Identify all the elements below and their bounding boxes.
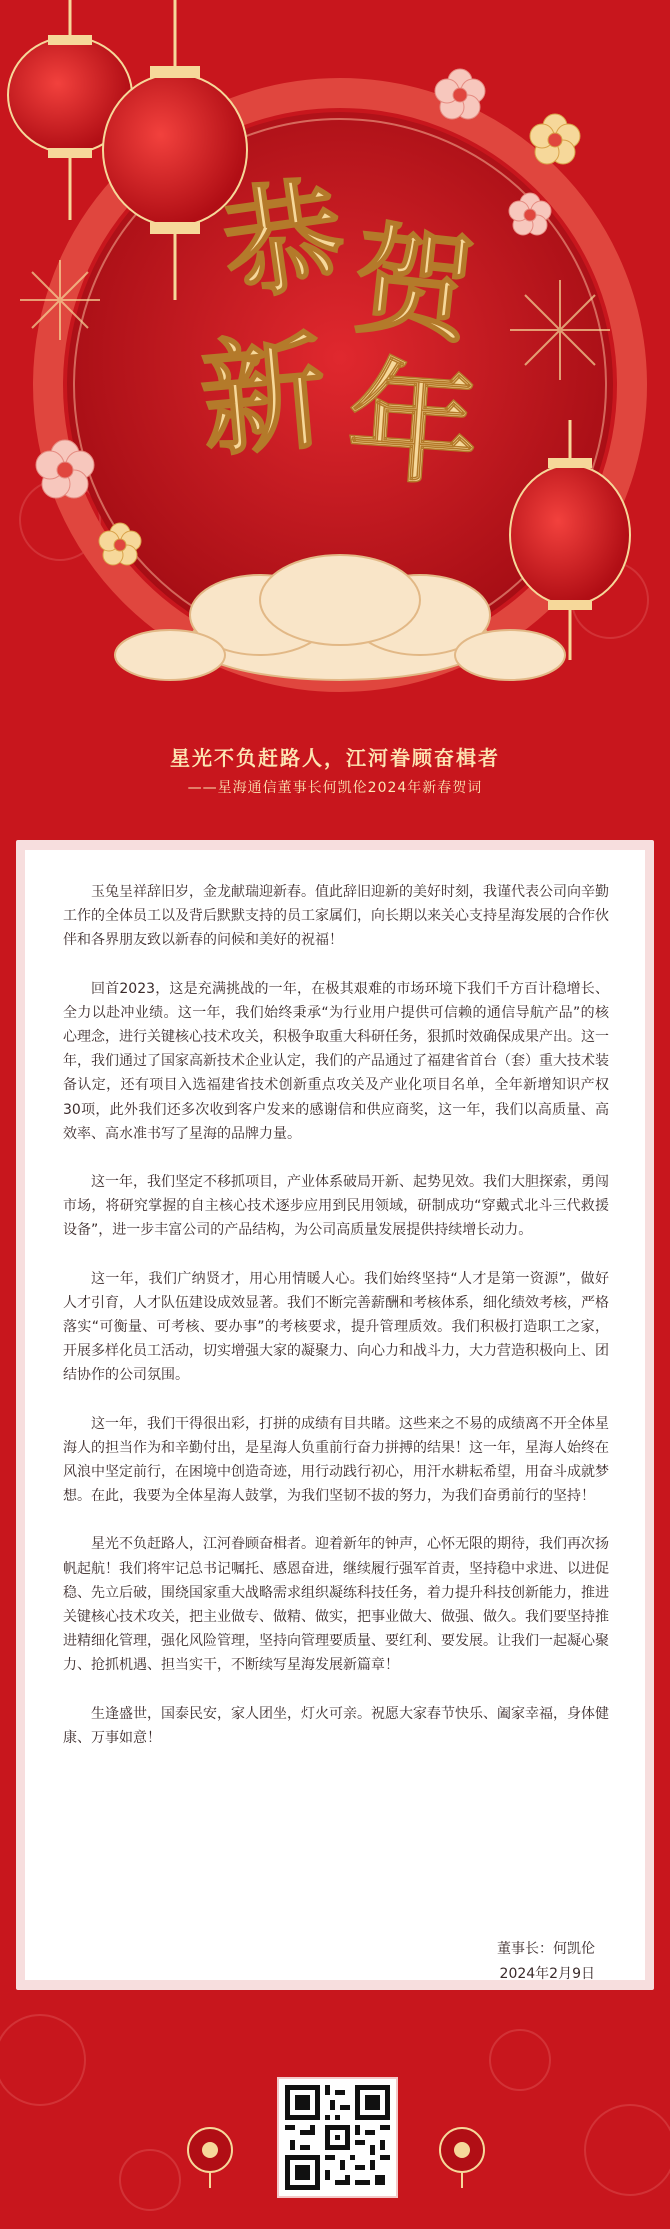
letter-paragraph: 这一年，我们干得很出彩，打拼的成绩有目共睹。这些来之不易的成绩离不开全体星海人的担当作为和辛勤付出，是星海人负重前行奋力拼搏的结果！这一年，星海人始终在风浪中坚定前行，在困境中创造奇迹，用行动践行初心，用汗水耕耘希望，用奋斗成就梦想。在此，我要为全体星海人鼓掌，为我们坚韧不拔的努力，为我们奋勇前行的坚持！: [63, 1415, 609, 1505]
calligraphy-char: 年: [342, 343, 484, 505]
signature-date: 2024年2月9日: [499, 1966, 595, 1982]
calligraphy-char: 恭: [214, 162, 353, 319]
letter-paragraph: 星光不负赶路人，江河眷顾奋楫者。迎着新年的钟声，心怀无限的期待，我们再次扬帆起航！我们将牢记总书记嘱托、感恩奋进，继续履行强军首责，坚持稳中求进、以进促稳、先立后破，围绕国家重大战略需求组织凝练科技任务，着力提升科技创新能力，推进关键核心技术攻关，把主业做专、做精、做实，把事业做大、做强、做久。我们要坚持推进精细化管理，强化风险管理，坚持向管理要质量、要红利、要发展。让我们一起凝心聚力、抢抓机遇、担当实干，不断续写星海发展新篇章！: [63, 1536, 609, 1674]
greeting-subtitle: ——星海通信董事长何凯伦2024年新春贺词: [187, 780, 483, 796]
letter-paragraph: 回首2023，这是充满挑战的一年，在极其艰难的市场环境下我们千方百计稳增长、全力以赴冲业绩。这一年，我们始终秉承“为行业用户提供可信赖的通信导航产品”的核心理念，进行关键核心技术攻关，积极争取重大科研任务，狠抓时效确保成果产出。这一年，我们通过了国家高新技术企业认定，我们的产品通过了福建省首台（套）重大技术装备认定，还有项目入选福建省技术创新重点攻关及产业化项目名单，全年新增知识产权30项，此外我们还多次收到客户发来的感谢信和供应商奖，这一年，我们以高质量、高效率、高水准书写了星海的品牌力量。: [63, 980, 609, 1142]
signature: 董事长：何凯伦: [497, 1941, 595, 1957]
footer-lantern-right: [432, 2120, 492, 2190]
signature-block: [395, 1937, 595, 1987]
qr-code[interactable]: [277, 2077, 398, 2198]
letter-paragraph: 这一年，我们广纳贤才，用心用情暖人心。我们始终坚持“人才是第一资源”，做好人才引育，人才队伍建设成效显著。我们不断完善薪酬和考核体系，细化绩效考核，严格落实“可衡量、可考核、要办事”的考核要求，提升管理质效。我们积极打造职工之家，开展多样化员工活动，切实增强大家的凝聚力、向心力和战斗力，大力营造积极向上、团结协作的公司氛围。: [63, 1270, 609, 1384]
hero-banner: [0, 0, 670, 715]
letter-body: [63, 880, 609, 1774]
letter-paragraph: 生逢盛世，国泰民安，家人团坐，灯火可亲。祝愿大家春节快乐、阖家幸福，身体健康、万事如意！: [63, 1705, 609, 1746]
letter-paragraph: 玉兔呈祥辞旧岁，金龙献瑞迎新春。值此辞旧迎新的美好时刻，我谨代表公司向辛勤工作的全体员工以及背后默默支持的员工家属们，向长期以来关心支持星海发展的合作伙伴和各界朋友致以新春的问候和美好的祝福！: [63, 884, 609, 949]
calligraphy-char: 新: [194, 318, 333, 475]
greeting-title: 星光不负赶路人，江河眷顾奋楫者: [170, 746, 500, 770]
footer-lantern-left: [180, 2120, 240, 2190]
letter-paragraph: 这一年，我们坚定不移抓项目，产业体系破局开新、起势见效。我们大胆探索，勇闯市场，将研究掌握的自主核心技术逐步应用到民用领域，研制成功“穿戴式北斗三代救援设备”，进一步丰富公司的产品结构，为公司高质量发展提供持续增长动力。: [63, 1174, 609, 1239]
calligraphy-char: 贺: [346, 208, 482, 362]
